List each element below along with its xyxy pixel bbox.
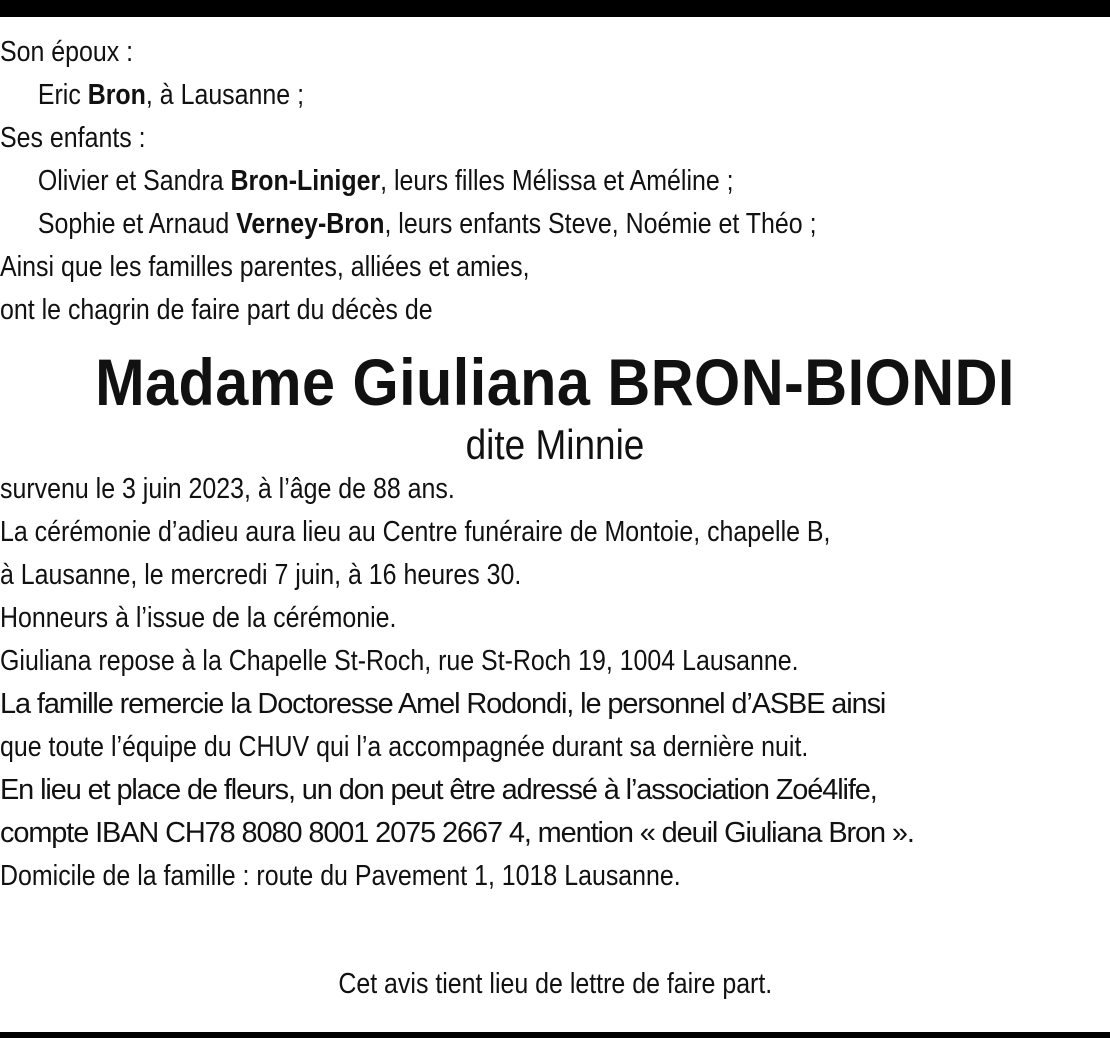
spouse-line: Eric Bron, à Lausanne ; bbox=[37, 79, 305, 111]
child-line-2: Sophie et Arnaud Verney-Bron, leurs enfants Steve, Noémie et Théo ; bbox=[37, 208, 817, 240]
child1-surname: Bron-Liniger bbox=[230, 165, 381, 197]
deceased-name: Madame Giuliana BRON-BIONDI bbox=[95, 345, 1015, 419]
detail-line-ceremony: La cérémonie d’adieu aura lieu au Centre funéraire de Montoie, chapelle B, bbox=[0, 516, 831, 548]
bottom-border-rule bbox=[0, 1032, 1110, 1038]
relatives-line: Ainsi que les familles parentes, alliées et amies, bbox=[0, 251, 530, 283]
detail-line-donation-1: En lieu et place de fleurs, un don peut être adressé à l’association Zoé4life, bbox=[0, 774, 877, 806]
top-border-rule bbox=[0, 0, 1110, 17]
detail-line-thanks-1: La famille remercie la Doctoresse Amel Rodondi, le personnel d’ASBE ainsi bbox=[0, 688, 886, 720]
announcement-line: ont le chagrin de faire part du décès de bbox=[0, 294, 433, 326]
deceased-nickname: dite Minnie bbox=[465, 421, 645, 468]
detail-line-family-address: Domicile de la famille : route du Pavement 1, 1018 Lausanne. bbox=[0, 860, 681, 892]
spouse-surname: Bron bbox=[87, 79, 146, 111]
child-line-1: Olivier et Sandra Bron-Liniger, leurs filles Mélissa et Améline ; bbox=[37, 165, 734, 197]
children-heading: Ses enfants : bbox=[0, 122, 146, 154]
child2-surname: Verney-Bron bbox=[236, 208, 385, 240]
detail-line-donation-2: compte IBAN CH78 8080 8001 2075 2667 4, mention « deuil Giuliana Bron ». bbox=[0, 817, 914, 849]
spouse-heading: Son époux : bbox=[0, 36, 134, 68]
detail-line-honours: Honneurs à l’issue de la cérémonie. bbox=[0, 602, 397, 634]
detail-line-ceremony-time: à Lausanne, le mercredi 7 juin, à 16 heures 30. bbox=[0, 559, 522, 591]
detail-line-thanks-2: que toute l’équipe du CHUV qui l’a accompagnée durant sa dernière nuit. bbox=[0, 731, 809, 763]
detail-line-resting-place: Giuliana repose à la Chapelle St-Roch, rue St-Roch 19, 1004 Lausanne. bbox=[0, 645, 799, 677]
obituary-notice bbox=[0, 31, 1110, 898]
detail-line-date: survenu le 3 juin 2023, à l’âge de 88 ans. bbox=[0, 473, 455, 505]
closing-note: Cet avis tient lieu de lettre de faire part. bbox=[338, 968, 772, 1000]
